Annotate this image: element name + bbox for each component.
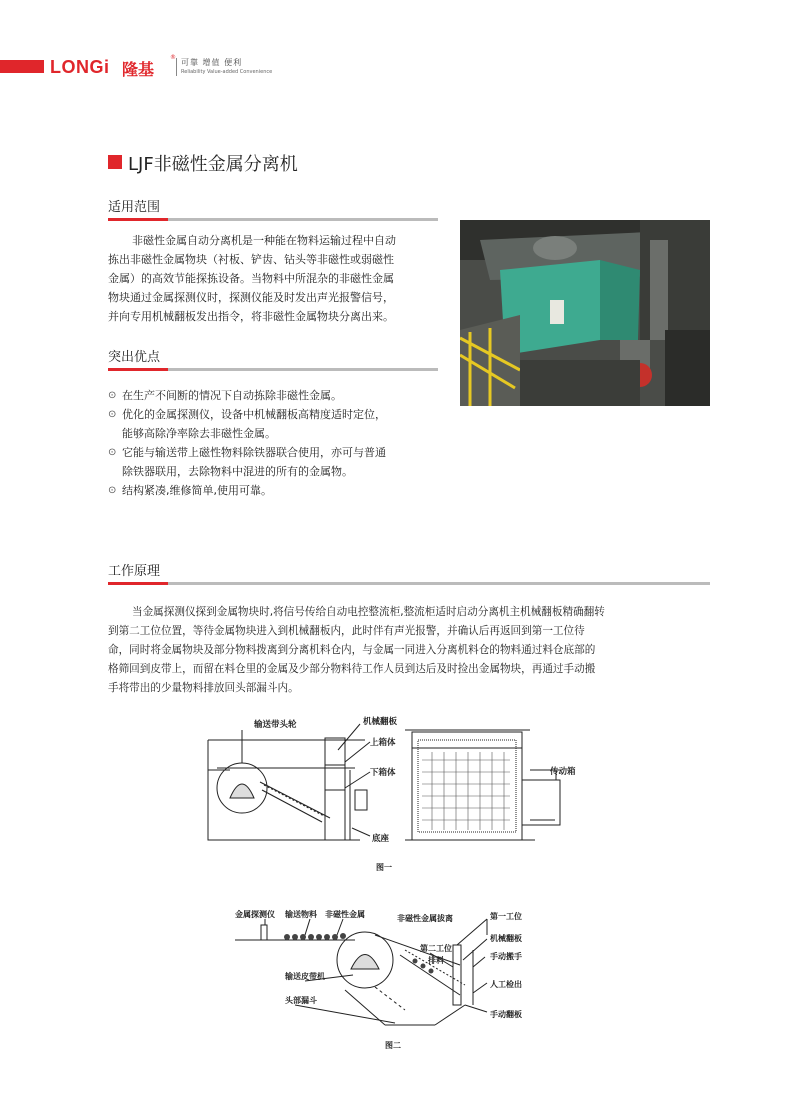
scope-line: 物块通过金属探测仪时，探测仪能及时发出声光报警信号， (108, 291, 394, 304)
figure-1-diagram (200, 710, 600, 880)
principle-line: 格筛回到皮带上，而留在料仓里的金属及少部分物料待工作人员到达后及时捡出金属物块，再通过手动搬 (108, 663, 596, 675)
list-item (108, 386, 438, 405)
fig2-label-flap: 机械翻板 (490, 934, 522, 943)
fig2-label-handle: 手动搬手 (490, 952, 522, 961)
fig2-label-discharge: 排料 (428, 956, 444, 965)
fig1-label-drive-box: 传动箱 (550, 767, 576, 777)
fig2-label-manual-flap: 手动翻板 (490, 1010, 522, 1019)
principle-line: 手将带出的少量物料排放回头部漏斗内。 (108, 682, 299, 694)
scope-paragraph (108, 231, 448, 326)
figure-2-diagram (225, 905, 565, 1055)
scope-rule (108, 218, 438, 221)
fig2-label-nonmag: 非磁性金属 (325, 910, 365, 919)
list-item (108, 443, 438, 481)
fig2-label-detector: 金属探测仪 (235, 910, 275, 919)
list-item-text: 除铁器联用，去除物料中混进的所有的金属物。 (122, 465, 353, 478)
advantages-heading: 突出优点 (108, 350, 161, 365)
scope-line: 并向专用机械翻板发出指令，将非磁性金属物块分离出来。 (108, 310, 394, 323)
tagline-cn: 可靠 增值 便利 (181, 58, 243, 67)
scope-heading: 适用范围 (108, 200, 161, 215)
tagline-en: Reliability Value-added Convenience (181, 69, 273, 75)
list-item (108, 481, 438, 500)
bullet-icon: ⊙ (108, 485, 117, 496)
list-item-text: 优化的金属探测仪，设备中机械翻板高精度适时定位， (122, 408, 386, 421)
advantages-list (108, 386, 438, 500)
list-item-text: 在生产不间断的情况下自动拣除非磁性金属。 (122, 389, 342, 402)
bullet-icon: ⊙ (108, 409, 117, 420)
principle-line: 命，同时将金属物块及部分物料拨离到分离机料仓内，与金属一同进入分离机料仓的物料通过料仓底部的 (108, 644, 596, 656)
fig2-label-hopper: 头部漏斗 (285, 996, 317, 1005)
list-item-text: 它能与输送带上磁性物料除铁器联合使用，亦可与普通 (122, 446, 386, 459)
scope-line: 非磁性金属自动分离机是一种能在物料运输过程中自动 (132, 234, 396, 247)
machine-photo-illustration (460, 220, 710, 406)
fig1-label-upper-box: 上箱体 (370, 738, 396, 748)
fig1-label-head-pulley: 输送带头轮 (254, 720, 297, 730)
fig2-label-pos2: 第二工位 (420, 944, 452, 953)
list-item-text: 能够高除净率除去非磁性金属。 (122, 427, 276, 440)
page-title: LJF非磁性金属分离机 (128, 154, 298, 175)
principle-rule (108, 582, 710, 585)
principle-line: 当金属探测仪探到金属物块时,将信号传给自动电控整流柜,整流柜适时启动分离机主机械翻板精确翻转 (132, 606, 605, 618)
fig2-label-belt: 输送皮带机 (285, 972, 325, 981)
list-item-text: 结构紧凑,维修简单,使用可靠。 (122, 484, 272, 497)
machine-photo (460, 220, 710, 406)
fig2-label-separate: 非磁性金属拔离 (397, 914, 453, 923)
brand-logo-cn: 隆基 (122, 60, 155, 79)
bullet-icon: ⊙ (108, 447, 117, 458)
registered-mark: ® (170, 54, 176, 61)
bullet-icon: ⊙ (108, 390, 117, 401)
fig1-caption: 图一 (376, 863, 392, 872)
brand-logo: LONGi (50, 57, 110, 77)
fig2-caption: 图二 (385, 1041, 401, 1050)
advantages-rule (108, 368, 438, 371)
fig1-label-lower-box: 下箱体 (370, 768, 396, 778)
fig2-label-pickout: 人工检出 (490, 980, 522, 989)
principle-paragraph (108, 603, 718, 698)
principle-line: 到第二工位位置，等待金属物块进入到机械翻板内，此时伴有声光报警，并确认后再返回到第一工位待 (108, 625, 585, 637)
scope-line: 金属）的高效节能探拣设备。当物料中所混杂的非磁性金属 (108, 272, 394, 285)
fig2-label-material: 输送物料 (285, 910, 317, 919)
brand-bar (0, 60, 44, 73)
title-marker (108, 155, 122, 169)
scope-line: 拣出非磁性金属物块（衬板、铲齿、钻头等非磁性或弱磁性 (108, 253, 394, 266)
fig2-label-pos1: 第一工位 (490, 912, 522, 921)
principle-heading: 工作原理 (108, 564, 161, 579)
tagline-divider (176, 58, 177, 76)
fig1-label-base: 底座 (372, 834, 390, 844)
fig1-label-flap: 机械翻板 (363, 717, 398, 727)
list-item (108, 405, 438, 443)
